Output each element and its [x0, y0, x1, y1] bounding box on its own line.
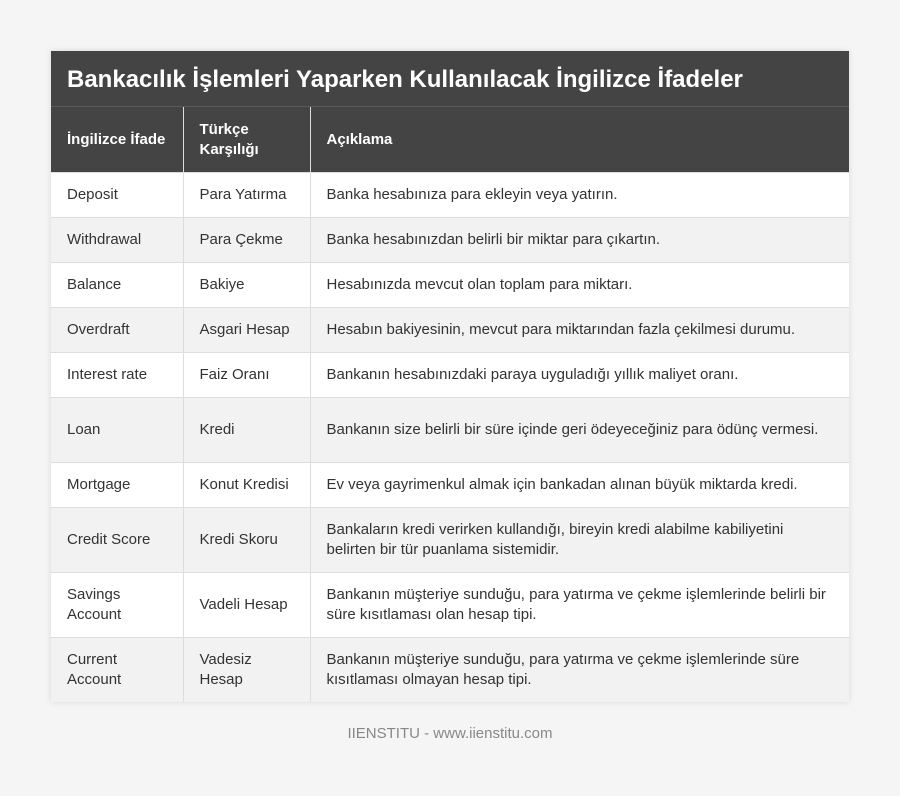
table-row	[51, 308, 849, 353]
cell-description: Bankanın hesabınızdaki paraya uyguladığı yıllık maliyet oranı.	[310, 353, 849, 398]
cell-turkish: Vadesiz Hesap	[183, 638, 310, 703]
cell-english: Deposit	[51, 173, 183, 218]
header-row	[51, 107, 849, 173]
table-title: Bankacılık İşlemleri Yaparken Kullanılacak İngilizce İfadeler	[51, 51, 849, 107]
cell-english: Withdrawal	[51, 218, 183, 263]
cell-english: Overdraft	[51, 308, 183, 353]
table-row	[51, 353, 849, 398]
cell-description: Bankaların kredi verirken kullandığı, bireyin kredi alabilme kabiliyetini belirten bir tür puanlama sistemidir.	[310, 508, 849, 573]
cell-description: Bankanın müşteriye sunduğu, para yatırma ve çekme işlemlerinde belirli bir süre kısıtlaması olan hesap tipi.	[310, 573, 849, 638]
table-row	[51, 398, 849, 463]
cell-turkish: Para Yatırma	[183, 173, 310, 218]
cell-turkish: Asgari Hesap	[183, 308, 310, 353]
cell-english: Current Account	[51, 638, 183, 703]
cell-turkish: Vadeli Hesap	[183, 573, 310, 638]
table-row	[51, 508, 849, 573]
cell-description: Ev veya gayrimenkul almak için bankadan alınan büyük miktarda kredi.	[310, 463, 849, 508]
table-row	[51, 638, 849, 703]
cell-description: Banka hesabınıza para ekleyin veya yatırın.	[310, 173, 849, 218]
header-description: Açıklama	[310, 107, 849, 173]
header-turkish: Türkçe Karşılığı	[183, 107, 310, 173]
table-row	[51, 463, 849, 508]
table-row	[51, 263, 849, 308]
cell-turkish: Bakiye	[183, 263, 310, 308]
expressions-table	[51, 107, 849, 702]
cell-turkish: Para Çekme	[183, 218, 310, 263]
header-english: İngilizce İfade	[51, 107, 183, 173]
cell-english: Mortgage	[51, 463, 183, 508]
cell-description: Banka hesabınızdan belirli bir miktar para çıkartın.	[310, 218, 849, 263]
cell-english: Savings Account	[51, 573, 183, 638]
cell-english: Balance	[51, 263, 183, 308]
table-row	[51, 173, 849, 218]
table-card	[51, 51, 849, 702]
table-row	[51, 573, 849, 638]
cell-description: Hesabın bakiyesinin, mevcut para miktarından fazla çekilmesi durumu.	[310, 308, 849, 353]
table-row	[51, 218, 849, 263]
cell-turkish: Faiz Oranı	[183, 353, 310, 398]
cell-turkish: Kredi	[183, 398, 310, 463]
cell-description: Bankanın müşteriye sunduğu, para yatırma ve çekme işlemlerinde süre kısıtlaması olmayan hesap tipi.	[310, 638, 849, 703]
cell-english: Credit Score	[51, 508, 183, 573]
cell-english: Loan	[51, 398, 183, 463]
cell-turkish: Kredi Skoru	[183, 508, 310, 573]
cell-english: Interest rate	[51, 353, 183, 398]
cell-description: Bankanın size belirli bir süre içinde geri ödeyeceğiniz para ödünç vermesi.	[310, 398, 849, 463]
cell-turkish: Konut Kredisi	[183, 463, 310, 508]
footer-credit: IIENSTITU - www.iienstitu.com	[347, 725, 553, 742]
cell-description: Hesabınızda mevcut olan toplam para miktarı.	[310, 263, 849, 308]
